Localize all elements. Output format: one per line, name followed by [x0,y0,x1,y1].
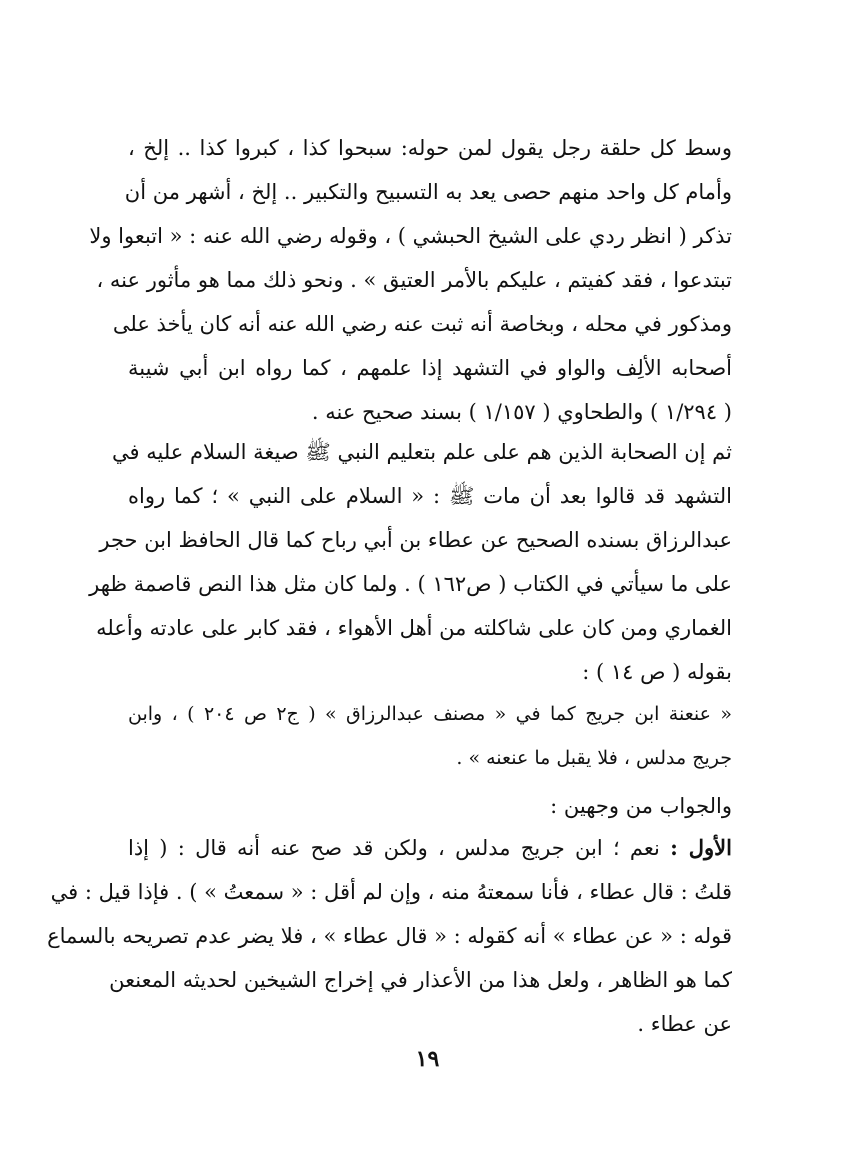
text-line: قلتُ : قال عطاء ، فأنا سمعتهُ منه ، وإن لم أقل : « سمعتُ » ) . فإذا قيل : في [50,880,732,904]
text-line: ثم إن الصحابة الذين هم على علم بتعليم النبي ﷺ صيغة السلام عليه في [112,440,732,464]
text-line: أصحابه الألِف والواو في التشهد إذا علمهم ، كما رواه ابن أبي شيبة [128,356,732,380]
paragraph-5 [47,826,732,1046]
text-line: على ما سيأتي في الكتاب ( ص١٦٢ ) . ولما كان مثل هذا النص قاصمة ظهر [89,572,732,596]
text-line: تذكر ( انظر ردي على الشيخ الحبشي ) ، وقوله رضي الله عنه : « اتبعوا ولا [89,224,732,248]
page-number: ١٩ [415,1046,440,1072]
quotation-paragraph [128,692,732,780]
paragraph-2 [89,430,732,694]
text-line: تبتدعوا ، فقد كفيتم ، عليكم بالأمر العتيق » . ونحو ذلك مما هو مأثور عنه ، [96,268,732,292]
text-line: عبدالرزاق بسنده الصحيح عن عطاء بن أبي رباح كما قال الحافظ ابن حجر [99,528,732,552]
text-line: جريج مدلس ، فلا يقبل ما عنعنه » . [456,747,732,769]
text-line: ومذكور في محله ، وبخاصة أنه ثبت عنه رضي الله عنه أنه كان يأخذ على [112,312,732,336]
text-line: عن عطاء . [637,1012,732,1036]
text-line: قوله : « عن عطاء » أنه كقوله : « قال عطاء » ، فلا يضر عدم تصريحه بالسماع [47,924,732,948]
first-point-label: الأول : [670,835,732,860]
text-line: ( ١/٢٩٤ ) والطحاوي ( ١/١٥٧ ) بسند صحيح عنه . [311,400,732,424]
text-line [128,826,732,870]
text-line: الغماري ومن كان على شاكلته من أهل الأهواء ، فقد كابر على عادته وأعله [96,616,732,640]
text-line: كما هو الظاهر ، ولعل هذا من الأعذار في إخراج الشيخين لحديثه المعنعن [109,968,732,992]
text-line: والجواب من وجهين : [550,794,732,818]
text-line: وسط كل حلقة رجل يقول لمن حوله: سبحوا كذا ، كبروا كذا .. إلخ ، [128,136,732,160]
text-line: التشهد قد قالوا بعد أن مات ﷺ : « السلام على النبي » ؛ كما رواه [128,484,732,508]
text-line: وأمام كل واحد منهم حصى يعد به التسبيح والتكبير .. إلخ ، أشهر من أن [124,180,732,204]
paragraph-1 [89,126,732,434]
answer-heading [128,784,732,828]
text-line: « عنعنة ابن جريج كما في « مصنف عبدالرزاق » ( ج٢ ص ٢٠٤ ) ، وابن [128,703,732,725]
text-line: بقوله ( ص ١٤ ) : [582,660,732,684]
first-line-rest: نعم ؛ ابن جريج مدلس ، ولكن قد صح عنه أنه قال : ( إذا [128,836,671,860]
